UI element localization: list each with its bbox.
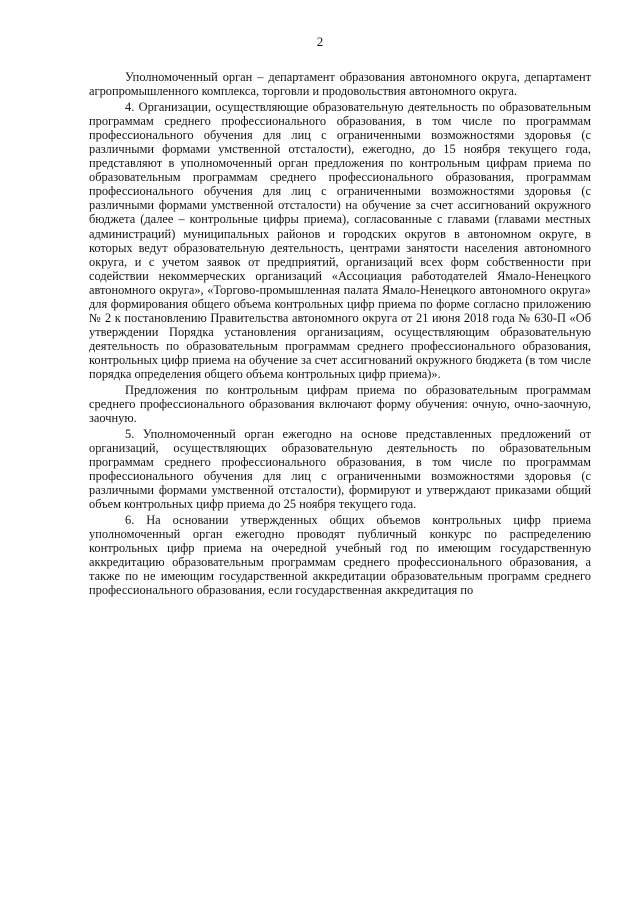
paragraph-item-4: 4. Организации, осуществляющие образовательную деятельность по образовательным программам среднего профессионального образования, в том числе по программам профессионального обучения для лиц с ограниченными возможностями здоровья (с различными формами умственной отсталости), ежегодно, до 15 ноября текущего года, представляют в уполномоченный орган предложения по контрольным цифрам приема по образовательным программам среднего профессионального образования, программам профессионального обучения для лиц с ограниченными возможностями здоровья (с различными формами умственной отсталости) на обучение за счет ассигнований окружного бюджета (далее – контрольные цифры приема), согласованные с главами (главами местных администраций) муниципальных районов и городских округов в автономном округе, в которых ведут образовательную деятельность, центрами занятости населения автономного округа, и с учетом заявок от предприятий, организаций всех форм собственности при содействии некоммерческих организаций «Ассоциация работодателей Ямало-Ненецкого автономного округа», «Торгово-промышленная палата Ямало-Ненецкого автономного округа» для формирования общего объема контрольных цифр приема по форме согласно приложению № 2 к постановлению Правительства автономного округа от 21 июня 2018 года № 630-П «Об утверждении Порядка установления организациям, осуществляющим образовательную деятельность по образовательным программам среднего профессионального образования, контрольных цифр приема на обучение за счет ассигнований окружного бюджета (в том числе порядка определения общего объема контрольных цифр приема)». bbox=[89, 99, 591, 382]
paragraph-authorized-body: Уполномоченный орган – департамент образования автономного округа, департамент агропромышленного комплекса, торговли и продовольствия автономного округа. bbox=[89, 70, 591, 99]
paragraph-forms-of-study: Предложения по контрольным цифрам приема по образовательным программам среднего профессионального образования включают форму обучения: очную, очно-заочную, заочную. bbox=[89, 383, 591, 426]
page-number: 2 bbox=[316, 34, 324, 49]
paragraph-item-6: 6. На основании утвержденных общих объемов контрольных цифр приема уполномоченный орган ежегодно проводят публичный конкурс по распределению контрольных цифр приема на очередной учебный год по имеющим государственную аккредитацию образовательным программам среднего профессионального образования, а также по не имеющим государственной аккредитации образовательным программ среднего профессионального образования, если государственная аккредитация по bbox=[89, 512, 591, 598]
paragraph-item-5: 5. Уполномоченный орган ежегодно на основе представленных предложений от организаций, осуществляющих образовательную деятельность по образовательным программам среднего профессионального образования, в том числе по программам профессионального обучения для лиц с ограниченными возможностями здоровья (с различными формами умственной отсталости), формируют и утверждают приказами общий объем контрольных цифр приема до 25 ноября текущего года. bbox=[89, 426, 591, 512]
body-text bbox=[89, 70, 591, 597]
